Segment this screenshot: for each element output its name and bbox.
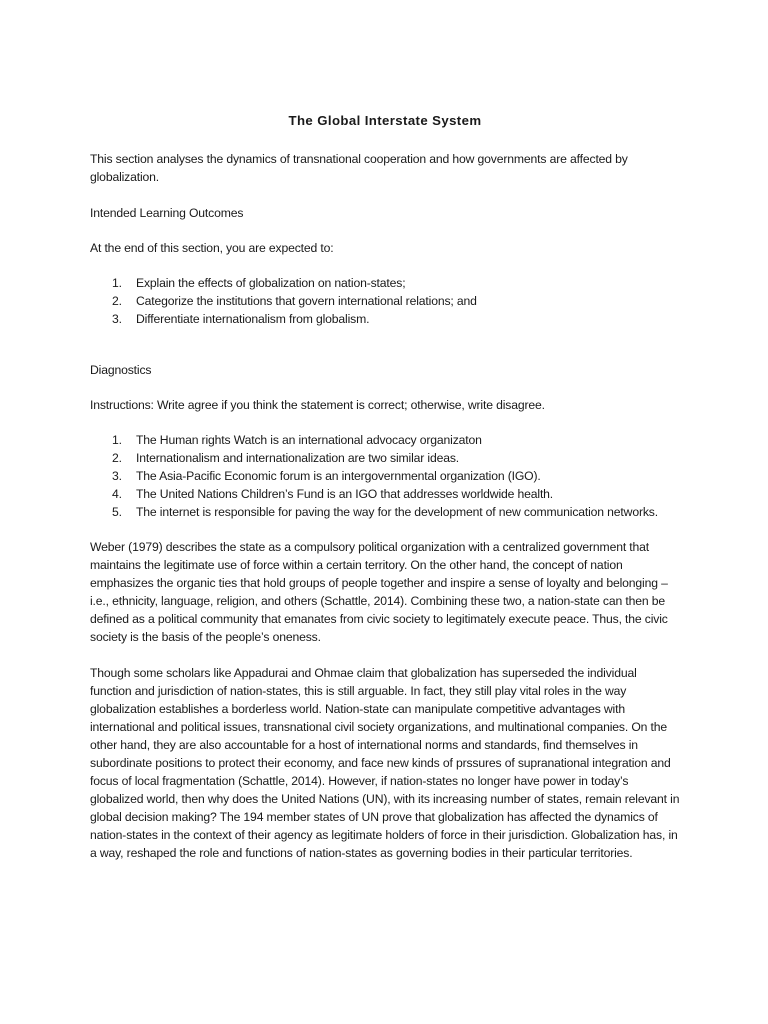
list-item-text: The United Nations Children’s Fund is an IGO that addresses worldwide health.: [136, 487, 554, 501]
list-item-number: 1.: [112, 276, 122, 290]
intro-paragraph: This section analyses the dynamics of transnational cooperation and how governments are affected by globalization.: [90, 152, 628, 184]
list-item: [90, 310, 680, 328]
list-item-number: 1.: [112, 433, 122, 447]
list-item: [90, 467, 680, 485]
list-item-text: Internationalism and internationalization are two similar ideas.: [136, 451, 460, 465]
list-item-text: The internet is responsible for paving the way for the development of new communication networks.: [136, 505, 658, 519]
list-item-number: 3.: [112, 312, 122, 326]
learning-outcomes-heading: Intended Learning Outcomes: [90, 206, 244, 220]
expectations-lead: At the end of this section, you are expected to:: [90, 241, 334, 255]
list-item-text: The Asia-Pacific Economic forum is an intergovernmental organization (IGO).: [136, 469, 541, 483]
document-body: [90, 111, 680, 880]
list-item-number: 5.: [112, 505, 122, 519]
list-item-number: 2.: [112, 294, 122, 308]
section-spacer: [90, 345, 680, 361]
list-item-text: Categorize the institutions that govern international relations; and: [136, 294, 477, 308]
list-item-number: 3.: [112, 469, 122, 483]
list-item-text: The Human rights Watch is an international advocacy organizaton: [136, 433, 482, 447]
list-item: [90, 503, 680, 521]
diagnostics-heading: Diagnostics: [90, 363, 152, 377]
paragraph-nation-state-definition: Weber (1979) describes the state as a compulsory political organization with a centralized government that maintains the legitimate use of force within a certain territory. On the other hand, the concept of nation emphasizes the organic ties that hold groups of people together and inspire a sense of loyalty and belonging – i.e., ethnicity, language, religion, and others (Schattle, 2014). Combining these two, a nation-state can then be defined as a political community that emanates from civic society to legitimately execute peace. Thus, the civic society is the basis of the people’s oneness.: [90, 540, 668, 644]
list-item: [90, 292, 680, 310]
diagnostics-instructions: Instructions: Write agree if you think the statement is correct; otherwise, write disagree.: [90, 398, 545, 412]
list-item: [90, 449, 680, 467]
paragraph-globalization-roles: Though some scholars like Appadurai and Ohmae claim that globalization has superseded the individual function and jurisdiction of nation-states, this is still arguable. In fact, they still play vital roles in the way globalization establishes a borderless world. Nation-state can manipulate competitive advantages with international and political issues, transnational civil society organizations, and multinational companies. On the other hand, they are also accountable for a host of international norms and standards, find themselves in subordinate positions to protect their economy, and face new kinds of prssures of supranational integration and focus of local fragmentation (Schattle, 2014). However, if nation-states no longer have power in today’s globalized world, then why does the United Nations (UN), with its increasing number of states, remain relevant in global decision making? The 194 member states of UN prove that globalization has affected the dynamics of nation-states in the context of their agency as legitimate holders of force in their jurisdiction. Globalization has, in a way, reshaped the role and functions of nation-states as governing bodies in their particular territories.: [90, 666, 680, 860]
list-item-number: 2.: [112, 451, 122, 465]
list-item: [90, 431, 680, 449]
learning-outcomes-list: [90, 274, 680, 328]
diagnostics-statements-list: [90, 431, 680, 521]
list-item-text: Explain the effects of globalization on nation-states;: [136, 276, 406, 290]
document-title: The Global Interstate System: [288, 113, 482, 128]
list-item: [90, 485, 680, 503]
list-item: [90, 274, 680, 292]
list-item-number: 4.: [112, 487, 122, 501]
list-item-text: Differentiate internationalism from globalism.: [136, 312, 370, 326]
